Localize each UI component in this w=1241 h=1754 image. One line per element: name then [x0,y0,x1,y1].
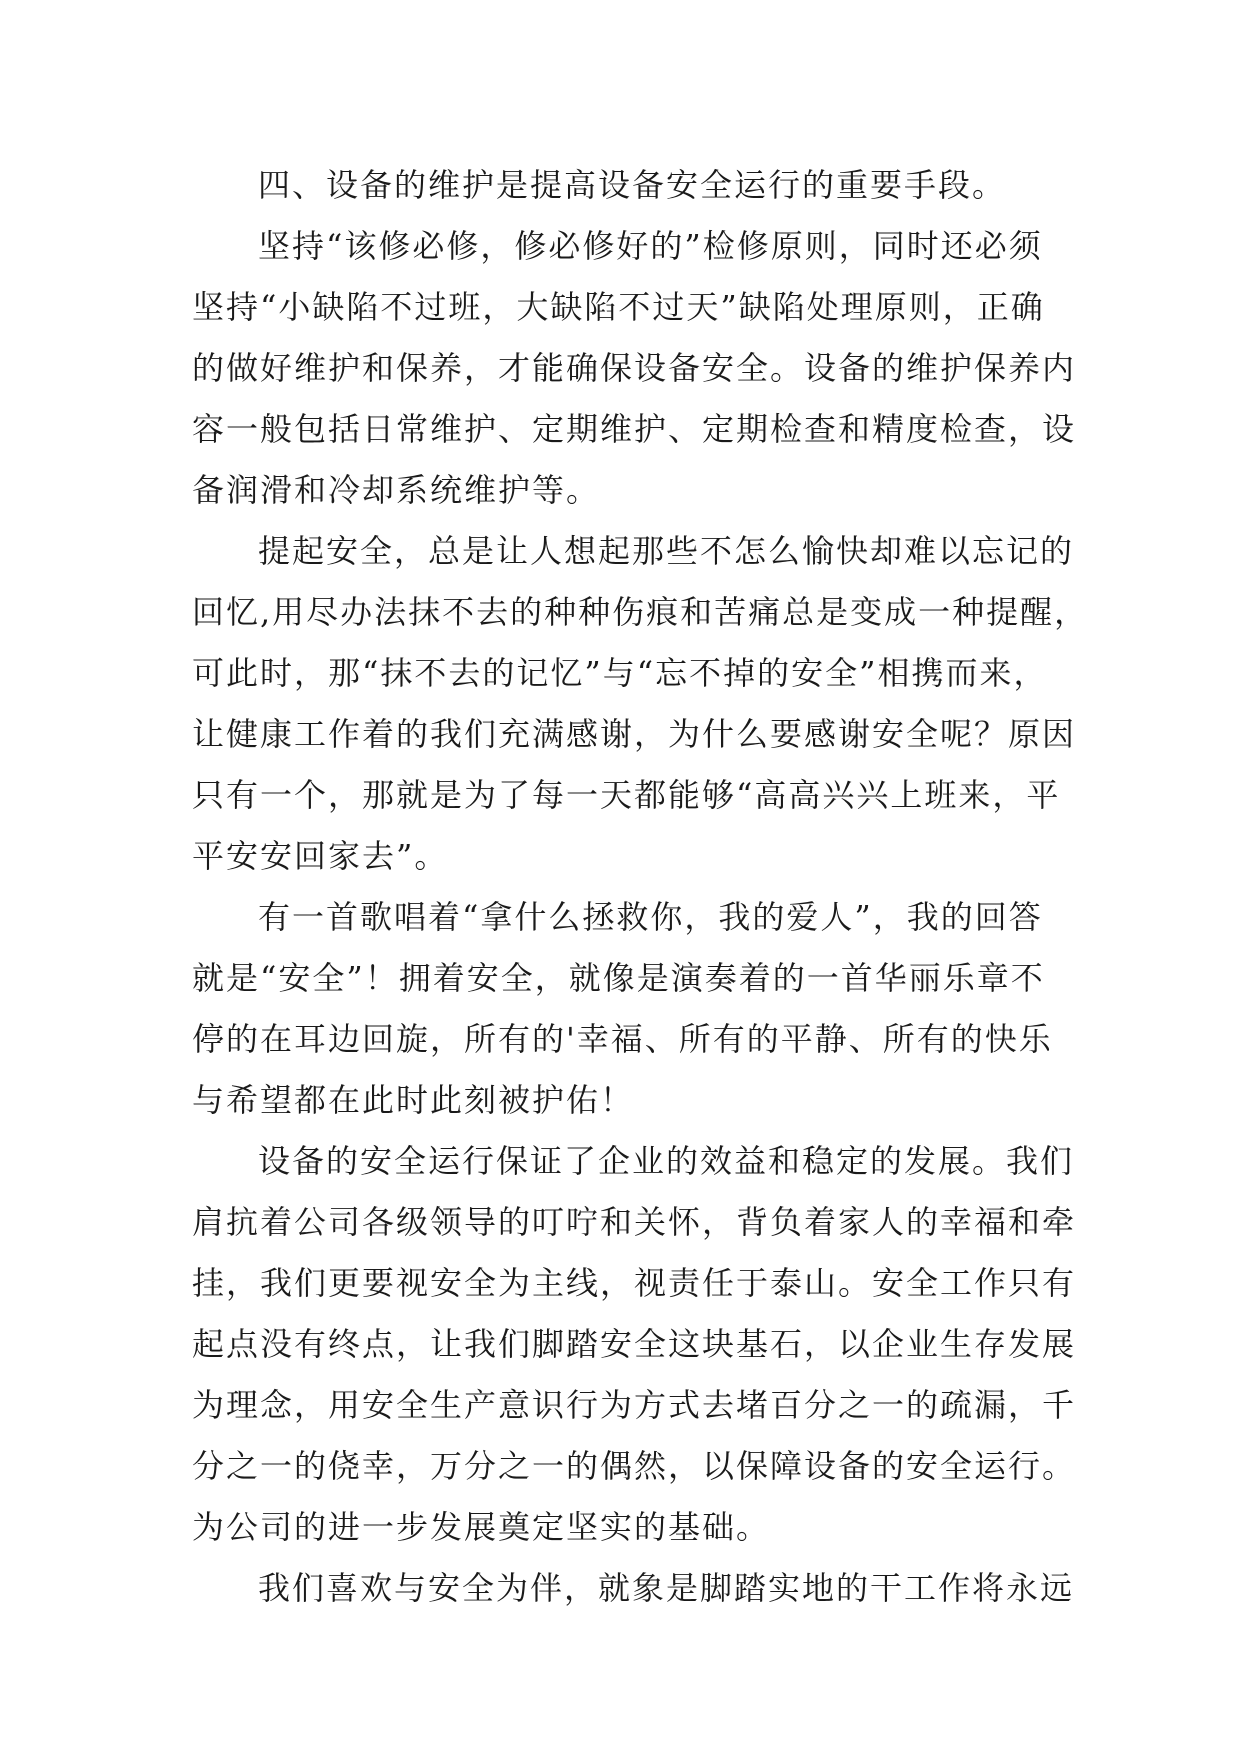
paragraph-line: 可此时，那“抹不去的记忆”与“忘不掉的安全”相携而来， [192,654,1048,692]
paragraph-line: 的做好维护和保养，才能确保设备安全。设备的维护保养内 [192,349,1077,387]
body-text [192,155,1089,1619]
paragraph-line: 挂，我们更要视安全为主线，视责任于泰山。安全工作只有 [192,1264,1077,1302]
paragraph-line: 平安安回家去”。 [192,837,449,875]
paragraph-line: 分之一的侥幸，万分之一的偶然，以保障设备的安全运行。 [192,1447,1077,1485]
paragraph-line: 提起安全，总是让人想起那些不怎么愉快却难以忘记的 [258,532,1075,570]
paragraph-line: 为公司的进一步发展奠定坚实的基础。 [192,1508,771,1546]
paragraph-line: 容一般包括日常维护、定期维护、定期检查和精度检查，设 [192,410,1077,448]
paragraph-line: 就是“安全”！拥着安全，就像是演奏着的一首华丽乐章不 [192,959,1045,997]
paragraph-line: 坚持“小缺陷不过班，大缺陷不过天”缺陷处理原则，正确 [192,288,1045,326]
paragraph-line: 与希望都在此时此刻被护佑！ [192,1081,635,1119]
paragraph-line: 坚持“该修必修，修必修好的”检修原则，同时还必须 [258,227,1043,265]
section-heading: 四、设备的维护是提高设备安全运行的重要手段。 [258,166,1007,204]
paragraph-line: 让健康工作着的我们充满感谢，为什么要感谢安全呢？原因 [192,715,1077,753]
paragraph-line: 为理念，用安全生产意识行为方式去堵百分之一的疏漏，千 [192,1386,1077,1424]
paragraph-line: 设备的安全运行保证了企业的效益和稳定的发展。我们 [258,1142,1075,1180]
paragraph-line: 回忆,用尽办法抹不去的种种伤痕和苦痛总是变成一种提醒， [192,593,1089,631]
paragraph-line: 我们喜欢与安全为伴，就象是脚踏实地的干工作将永远 [258,1569,1075,1607]
paragraph-line: 只有一个，那就是为了每一天都能够“高高兴兴上班来，平 [192,776,1061,814]
paragraph-line: 起点没有终点，让我们脚踏安全这块基石，以企业生存发展 [192,1325,1077,1363]
paragraph-line: 有一首歌唱着“拿什么拯救你，我的爱人”，我的回答 [258,898,1043,936]
paragraph-line: 停的在耳边回旋，所有的'幸福、所有的平静、所有的快乐 [192,1020,1053,1058]
paragraph-line: 备润滑和冷却系统维护等。 [192,471,601,509]
paragraph-line: 肩抗着公司各级领导的叮咛和关怀，背负着家人的幸福和牵 [192,1203,1077,1241]
